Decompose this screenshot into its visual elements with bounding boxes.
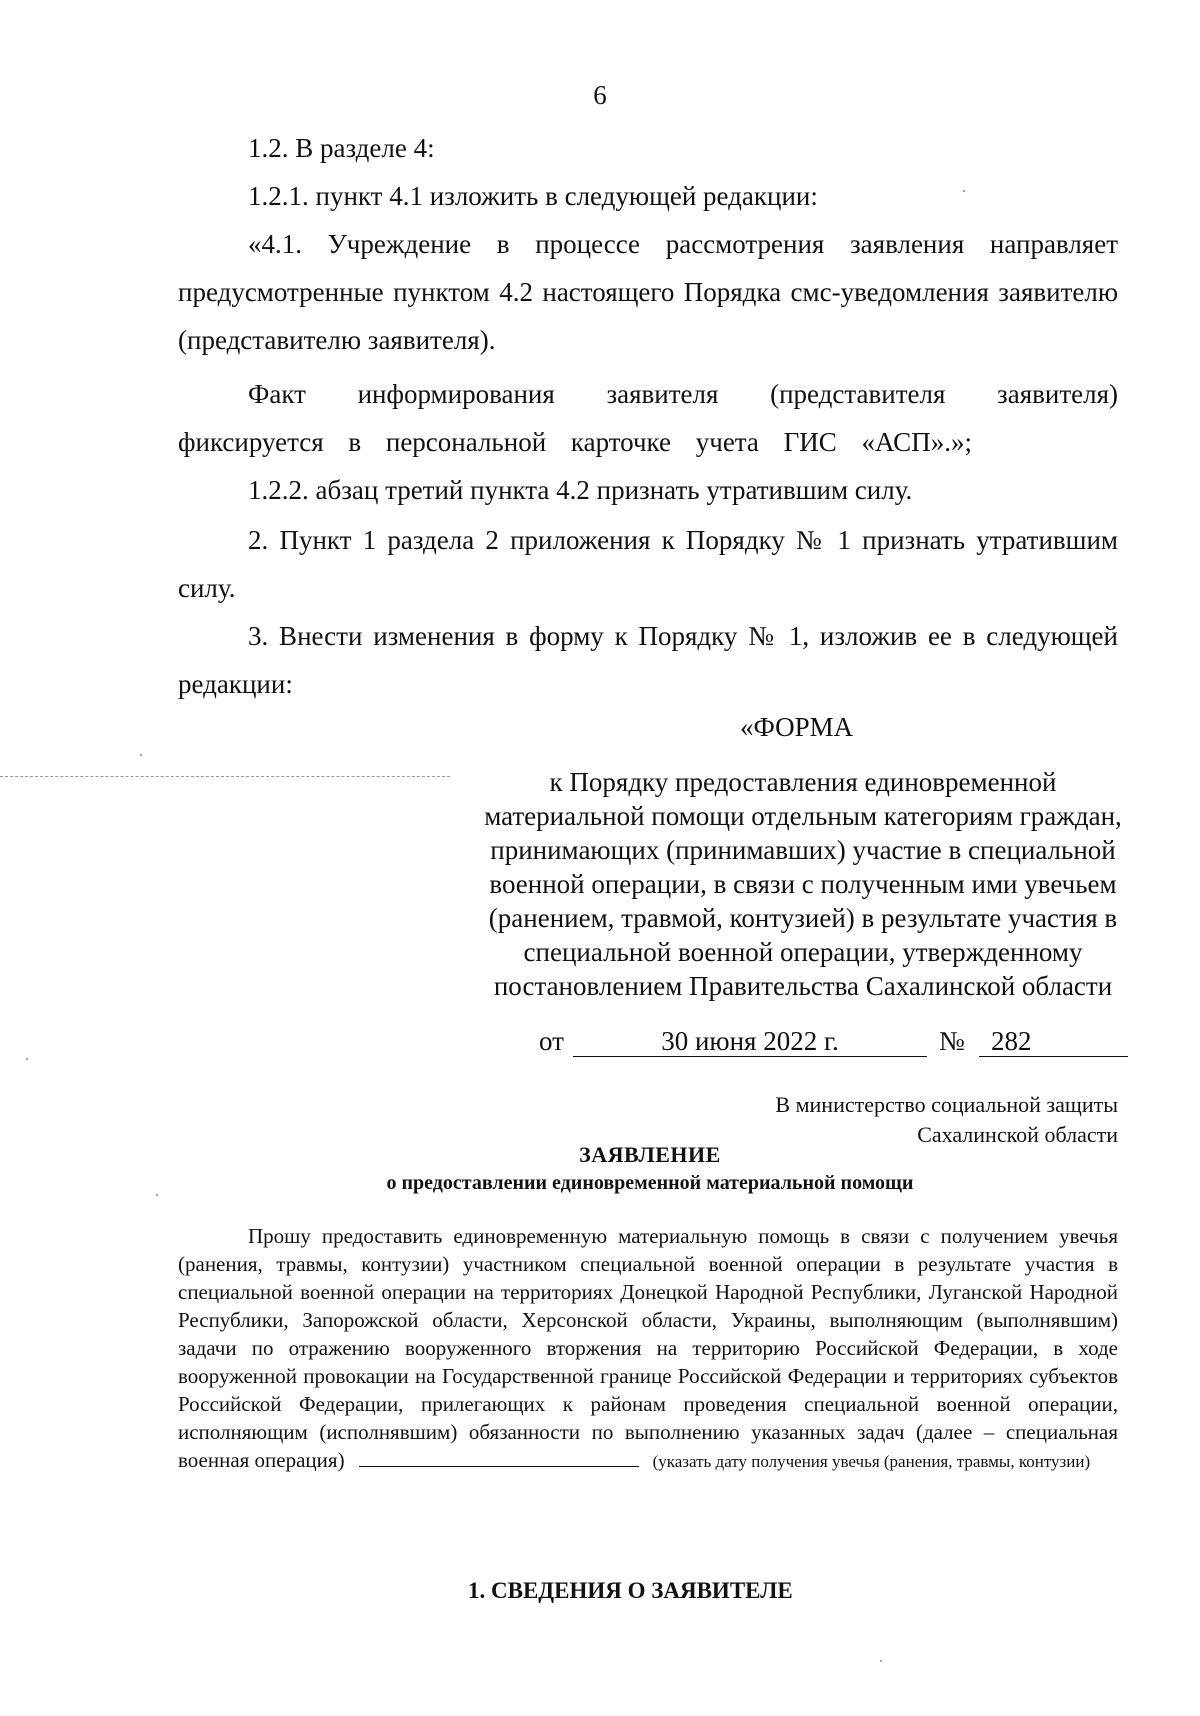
injury-date-field[interactable]: [359, 1450, 639, 1467]
approval-number-value: 282: [991, 1026, 1032, 1056]
addressee: [775, 1090, 1118, 1150]
addressee-line-1: В министерство социальной защиты: [775, 1092, 1118, 1117]
from-label: от: [539, 1026, 564, 1056]
application-subtitle: о предоставлении единовременной материальной помощи: [386, 1172, 914, 1194]
approval-date: 30 июня 2022 г.: [661, 1026, 839, 1056]
paragraph-2: 2. Пункт 1 раздела 2 приложения к Порядку № 1 признать утратившим силу.: [178, 525, 1118, 603]
paragraph-3: 3. Внести изменения в форму к Порядку № 1, изложив ее в следующей редакции:: [178, 621, 1118, 699]
application-body: [178, 1222, 1118, 1476]
approval-date-row: [535, 1022, 1128, 1058]
scan-speck: [880, 1660, 882, 1662]
section-1-heading: 1. СВЕДЕНИЯ О ЗАЯВИТЕЛЕ: [468, 1578, 793, 1603]
paragraph-fact: Факт информирования заявителя (представителя заявителя) фиксируется в персональной карточке учета ГИС «АСП».»;: [178, 379, 1118, 457]
date-underline: [573, 1056, 927, 1057]
scan-artifact-line: [0, 776, 450, 777]
injury-date-hint: (указать дату получения увечья (ранения, травмы, контузии): [652, 1452, 1091, 1471]
scan-speck: [26, 1058, 28, 1060]
forma-caption: к Порядку предоставления единовременной материальной помощи отдельным категориям граждан, принимающих (принимавших) участие в специальной военной операции, в связи с полученным ими увечьем (ранением, травмой, контузией) в результате участия в специальной военной операции, утвержденному постановлением Правительства Сахалинской области: [484, 767, 1122, 1001]
page-number: 6: [593, 80, 607, 110]
forma-title: «ФОРМА: [740, 712, 854, 742]
paragraph-1-2: 1.2. В разделе 4:: [248, 133, 435, 163]
paragraph-4-1: «4.1. Учреждение в процессе рассмотрения заявления направляет предусмотренные пунктом 4.2 настоящего Порядка смс-уведомления заявителю (представителю заявителя).: [178, 229, 1118, 355]
paragraph-1-2-1: 1.2.1. пункт 4.1 изложить в следующей редакции:: [248, 181, 818, 211]
paragraph-1-2-2: 1.2.2. абзац третий пункта 4.2 признать утратившим силу.: [248, 475, 913, 505]
scan-speck: [140, 754, 142, 756]
application-body-text: Прошу предоставить единовременную материальную помощь в связи с получением увечья (ранения, травмы, контузии) участником специальной военной операции в результате участия в специальной военной операции на территориях Донецкой Народной Республики, Луганской Народной Республики, Запорожской области, Херсонской области, Украины, выполняющим (выполнявшим) задачи по отражению вооруженного вторжения на территорию Российской Федерации, в ходе вооруженной провокации на Государственной границе Российской Федерации и территориях субъектов Российской Федерации, прилегающих к районам проведения специальной военной операции, исполняющим (исполнявшим) обязанности по выполнению указанных задач (далее – специальная военная операция): [178, 1224, 1118, 1472]
approval-number: [979, 1026, 1128, 1057]
number-underline: [979, 1056, 1128, 1057]
number-label: №: [939, 1026, 965, 1056]
addressee-line-2: Сахалинской области: [917, 1122, 1118, 1147]
application-title: ЗАЯВЛЕНИЕ: [579, 1142, 721, 1167]
